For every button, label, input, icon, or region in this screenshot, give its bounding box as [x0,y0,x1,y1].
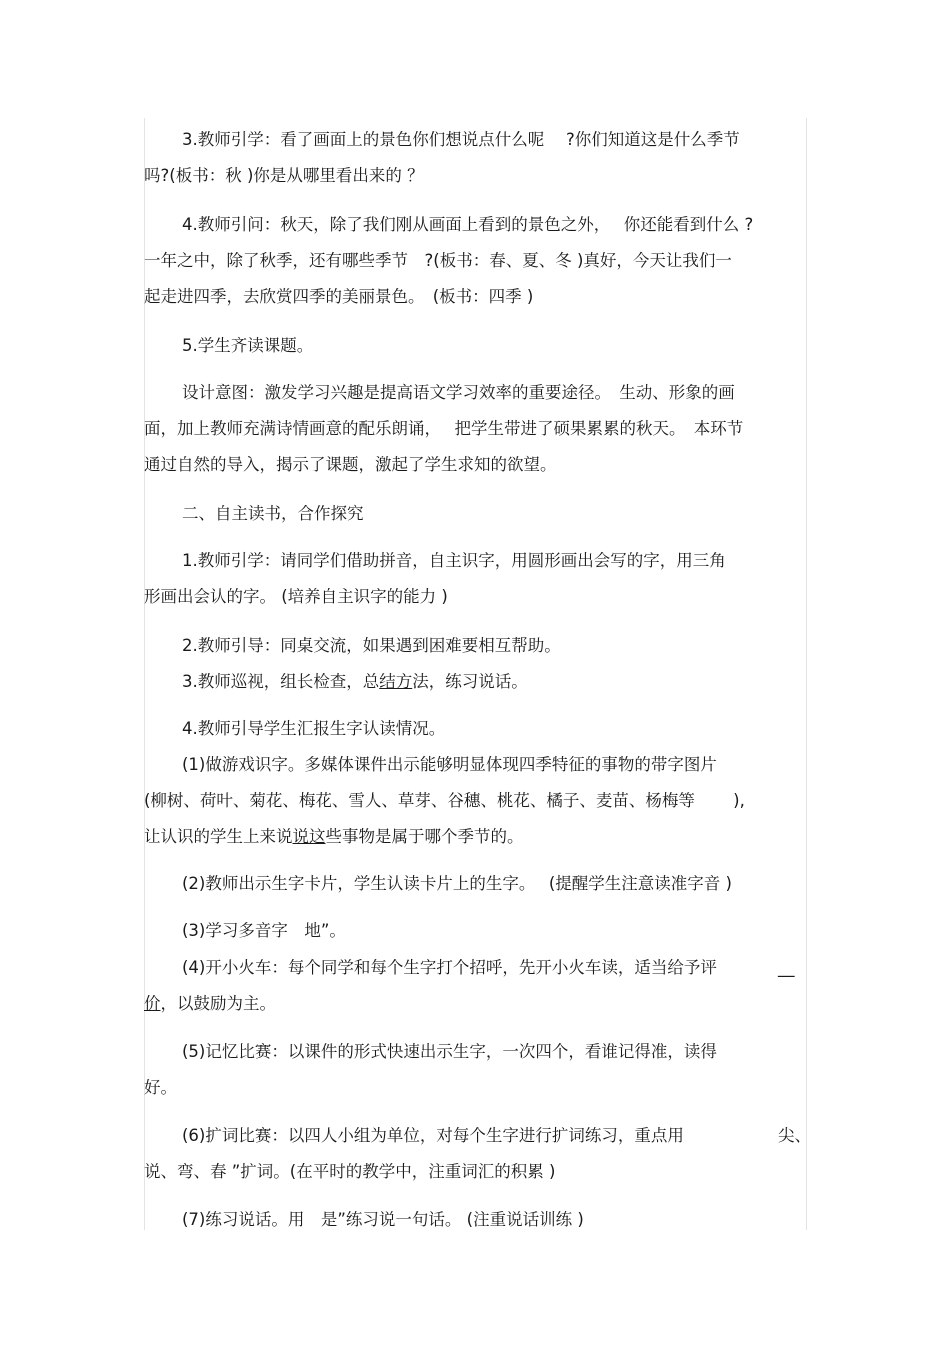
margin-rule-right [806,118,807,1230]
para-3-line-1: 3.教师引学：看了画面上的景色你们想说点什么呢 ?你们知道这是什么季节 [182,130,740,149]
sub-1-line-1: (1)做游戏识字。多媒体课件出示能够明显体现四季特征的事物的带字图片 [182,755,717,774]
design-intent-line-1: 设计意图：激发学习兴趣是提高语文学习效率的重要途径。 生动、形象的画 [182,383,735,402]
section-heading: 二、自主读书，合作探究 [182,504,364,523]
sub-6-line-2: 说、弯、春 ”扩词。(在平时的教学中，注重词汇的积累 ) [144,1162,556,1181]
sub-1-line-2: (柳树、荷叶、菊花、梅花、雪人、草芽、谷穗、桃花、橘子、麦苗、杨梅等 ), [144,791,745,810]
sub-4-underline-mark: __ [778,958,795,977]
sub-2: (2)教师出示生字卡片，学生认读卡片上的生字。 (提醒学生注意读准字音 ) [182,874,732,893]
para-4-line-2: 一年之中，除了秋季，还有哪些季节 ?(板书：春、夏、冬 )真好，今天让我们一 [144,251,732,270]
item-3-text-b: 法，练习说话。 [412,672,528,691]
para-4-line-3: 起走进四季，去欣赏四季的美丽景色。 (板书：四季 ) [144,287,534,306]
design-intent-line-3: 通过自然的导入，揭示了课题，激起了学生求知的欲望。 [144,455,557,474]
sub-1-text-a: 让认识的学生上来说 [144,827,293,846]
item-1-line-2: 形画出会认的字。 (培养自主识字的能力 ) [144,587,448,606]
sub-5-line-2: 好。 [144,1078,177,1097]
sub-1-underlined: 说这 [292,827,326,846]
sub-6-line-1-end: 尖、 [778,1126,811,1145]
sub-5-line-1: (5)记忆比赛：以课件的形式快速出示生字，一次四个，看谁记得准，读得 [182,1042,717,1061]
item-3-underlined: 结方 [379,672,413,691]
sub-4-line-1: (4)开小火车：每个同学和每个生字打个招呼，先开小火车读，适当给予评 [182,958,717,977]
sub-7: (7)练习说话。用 是”练习说一句话。 (注重说话训练 ) [182,1210,584,1229]
design-intent-line-2: 面，加上教师充满诗情画意的配乐朗诵， 把学生带进了硕果累累的秋天。 本环节 [144,419,744,438]
sub-4-text: ，以鼓励为主。 [160,994,276,1013]
margin-rule-left [144,118,145,1230]
sub-6-line-1: (6)扩词比赛：以四人小组为单位，对每个生字进行扩词练习，重点用 [182,1126,684,1145]
item-3-text-a: 3.教师巡视，组长检查，总 [182,672,380,691]
item-1-line-1: 1.教师引学：请同学们借助拼音，自主识字，用圆形画出会写的字，用三角 [182,551,726,570]
item-4: 4.教师引导学生汇报生字认读情况。 [182,719,446,738]
sub-4-underlined: 价 [144,994,161,1013]
para-3-line-2: 吗?(板书：秋 )你是从哪里看出来的 ？ [144,166,424,185]
item-2: 2.教师引导：同桌交流，如果遇到困难要相互帮助。 [182,636,561,655]
item-3 [182,671,528,693]
sub-1-text-b: 些事物是属于哪个季节的。 [325,827,524,846]
sub-4-line-2 [144,993,276,1015]
sub-1-line-3 [144,826,524,848]
para-4-line-1: 4.教师引问：秋天，除了我们刚从画面上看到的景色之外， 你还能看到什么 ? [182,215,754,234]
sub-3: (3)学习多音字 地”。 [182,921,346,940]
para-5: 5.学生齐读课题。 [182,336,314,355]
